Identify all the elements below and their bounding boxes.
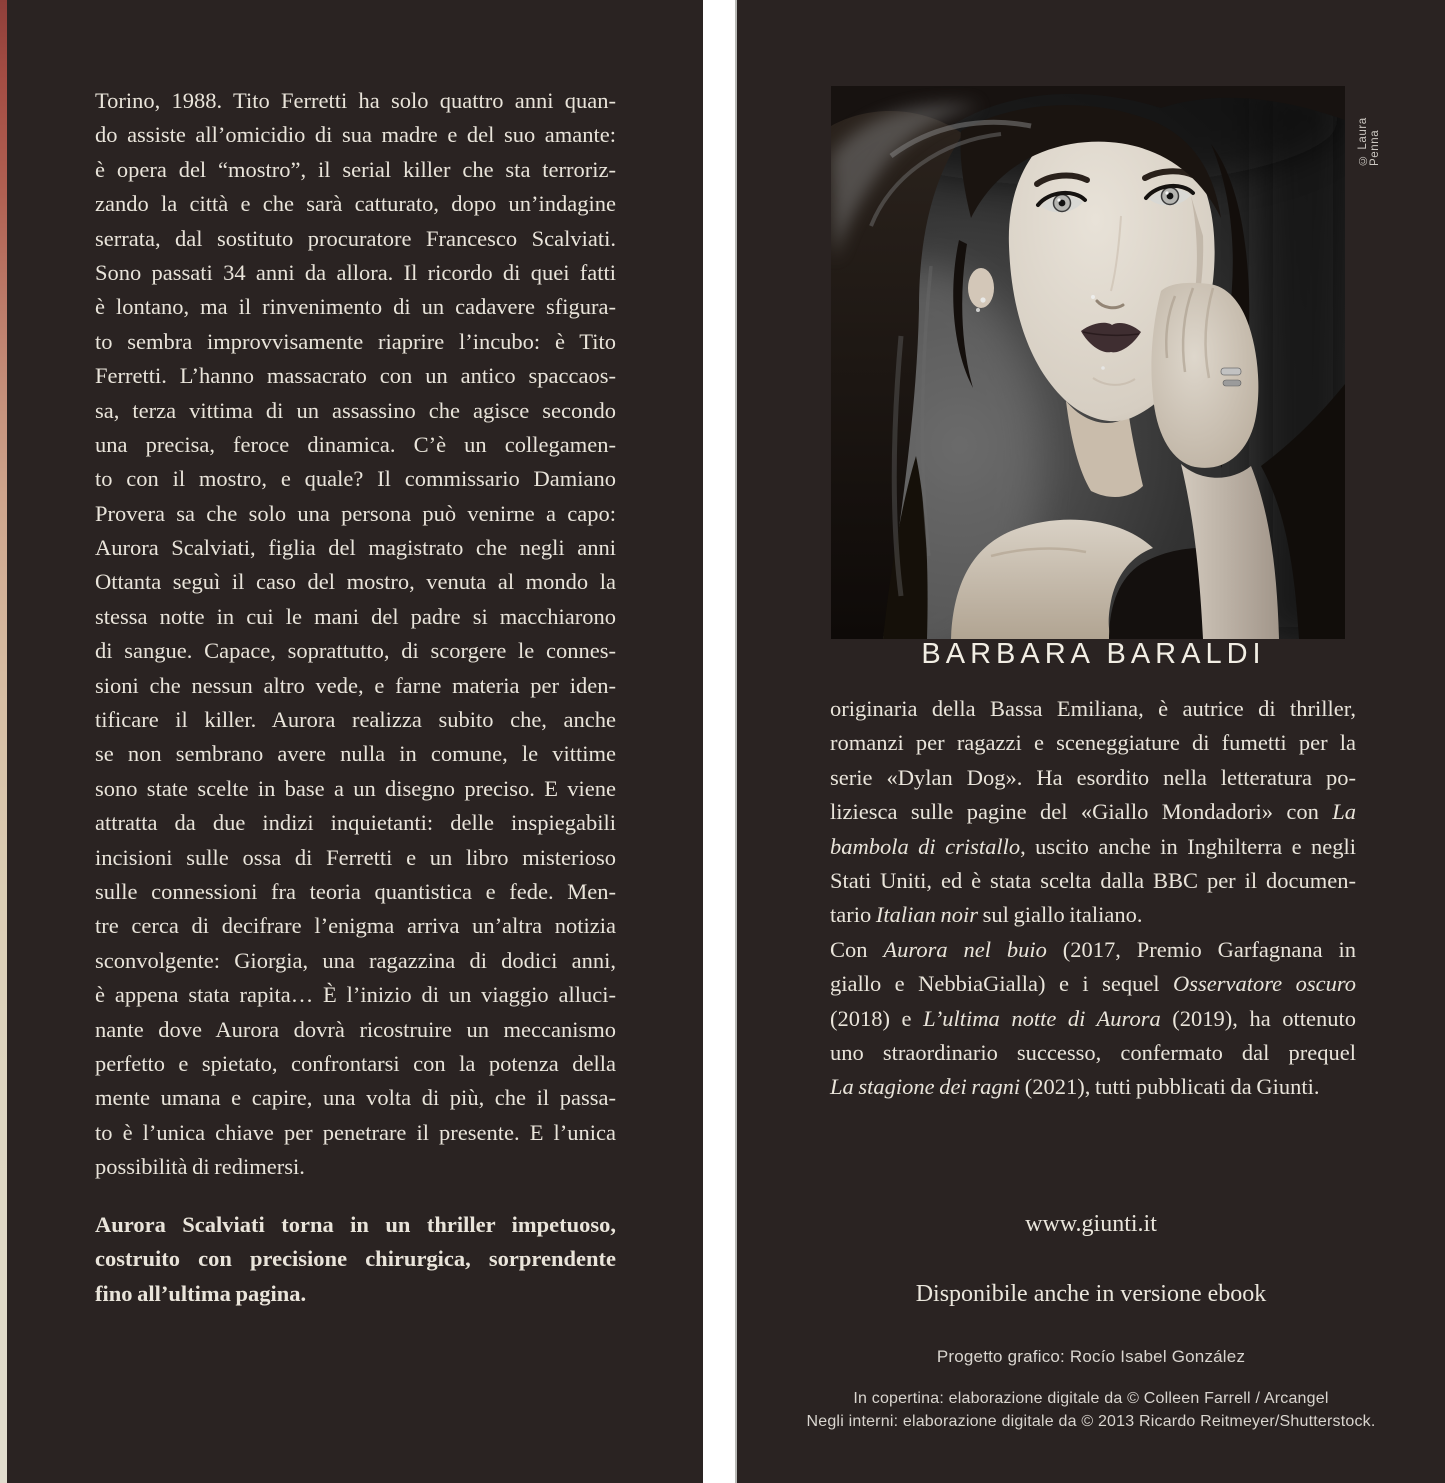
text-line: è lontano, ma il rinvenimento di un cadavere sfigura- [95,294,616,320]
bio-paragraph-1 [830,692,1356,933]
text-line: è opera del “mostro”, il serial killer che sta terroriz- [95,156,616,182]
text-line: do assiste all’omicidio di sua madre e del suo amante: [95,122,616,148]
synopsis-text [95,84,616,1185]
text-line: (2018) e L’ultima notte di Aurora (2019), ha ottenuto [830,1005,1356,1031]
text-line: Aurora Scalviati, figlia del magistrato che negli anni [95,535,616,561]
text-line: tre cerca di decifrare l’enigma arriva un’altra notizia [95,913,616,939]
text-line: Ottanta seguì il caso del mostro, venuta al mondo la [95,569,616,595]
author-name: BARBARA BARALDI [921,638,1266,670]
text-line: originaria della Bassa Emiliana, è autrice di thriller, [830,696,1356,721]
text-line: Provera sa che solo una persona può venirne a capo: [95,500,616,526]
synopsis-highlight-text [95,1208,616,1311]
text-line: uno straordinario successo, confermato dal prequel [830,1039,1356,1065]
cover-edge-strip [0,0,7,1483]
text-line: Stati Uniti, ed è stata scelta dalla BBC per il documen- [830,867,1356,893]
text-line: stessa notte in cui le mani del padre si macchiarono [95,603,616,629]
text-line: sono state scelte in base a un disegno preciso. E viene [95,775,616,801]
publisher-website: www.giunti.it [1025,1211,1157,1237]
text-line: zando la città e che sarà catturato, dopo un’indagine [95,191,616,217]
graphic-design-credit: Progetto grafico: Rocío Isabel González [936,1347,1246,1366]
text-line: to con il mostro, e quale? Il commissario Damiano [95,466,616,492]
text-line: mente umana e capire, una volta di più, che il passa- [95,1085,616,1111]
ebook-availability-note: Disponibile anche in versione ebook [915,1281,1267,1307]
text-line: fino all’ultima pagina. [95,1280,307,1306]
text-line: tario Italian noir sul giallo italiano. [830,902,1143,928]
text-line: sulle connessioni fra teoria quantistica e fede. Men- [95,878,616,904]
text-line: bambola di cristallo, uscito anche in Inghilterra e negli [830,833,1356,859]
text-line: sa, terza vittima di un assassino che agisce secondo [95,397,616,423]
text-line: giallo e NebbiaGialla) e i sequel Osservatore oscuro [830,971,1356,997]
text-line: romanzi per ragazzi e sceneggiature di fumetti per la [830,730,1356,756]
text-line: Sono passati 34 anni da allora. Il ricordo di quei fatti [95,259,616,285]
text-line: to è l’unica chiave per penetrare il presente. E l’unica [95,1119,616,1145]
interior-art-credit: Negli interni: elaborazione digitale da © 2013 Ricardo Reitmeyer/Shutterstock. [806,1413,1376,1430]
flap-gap [703,0,737,1483]
text-line: è appena stata rapita… È l’inizio di un viaggio alluci- [95,982,616,1008]
text-line: possibilità di redimersi. [95,1154,305,1180]
author-bio [830,692,1356,1105]
text-line: una precisa, feroce dinamica. C’è un collegamen- [95,431,616,457]
text-line: liziesca sulle pagine del «Giallo Mondadori» con La [830,799,1356,825]
cover-art-credit: In copertina: elaborazione digitale da © Colleen Farrell / Arcangel [853,1390,1329,1407]
front-flap [0,0,703,1483]
text-line: Torino, 1988. Tito Ferretti ha solo quattro anni quan- [95,88,616,113]
text-line: sconvolgente: Giorgia, una ragazzina di dodici anni, [95,947,616,973]
text-line: to sembra improvvisamente riaprire l’incubo: è Tito [95,328,616,354]
text-line: se non sembrano avere nulla in comune, le vittime [95,741,616,767]
back-flap [737,0,1445,1483]
text-line: sioni che nessun altro vede, e farne materia per iden- [95,672,616,698]
text-line: serie «Dylan Dog». Ha esordito nella letteratura po- [830,764,1356,790]
text-line: La stagione dei ragni (2021), tutti pubblicati da Giunti. [830,1074,1320,1100]
photo-credit: © Laura Penna [1357,117,1381,166]
text-line: perfetto e spietato, confrontarsi con la potenza della [95,1050,616,1076]
text-line: Con Aurora nel buio (2017, Premio Garfagnana in [830,936,1356,962]
author-photo [831,86,1345,639]
text-line: nante dove Aurora dovrà ricostruire un meccanismo [95,1016,616,1042]
author-portrait-photo [831,86,1345,639]
text-line: costruito con precisione chirurgica, sorprendente [95,1246,616,1272]
bio-paragraph-2 [830,933,1356,1105]
text-line: serrata, dal sostituto procuratore Francesco Scalviati. [95,225,616,251]
text-line: attratta da due indizi inquietanti: delle inspiegabili [95,810,616,836]
text-line: incisioni sulle ossa di Ferretti e un libro misterioso [95,844,616,870]
text-line: di sangue. Capace, soprattutto, di scorgere le connes- [95,638,616,664]
text-line: Ferretti. L’hanno massacrato con un antico spaccaos- [95,363,616,389]
text-line: Aurora Scalviati torna in un thriller impetuoso, [95,1212,616,1237]
text-line: tificare il killer. Aurora realizza subito che, anche [95,707,616,733]
